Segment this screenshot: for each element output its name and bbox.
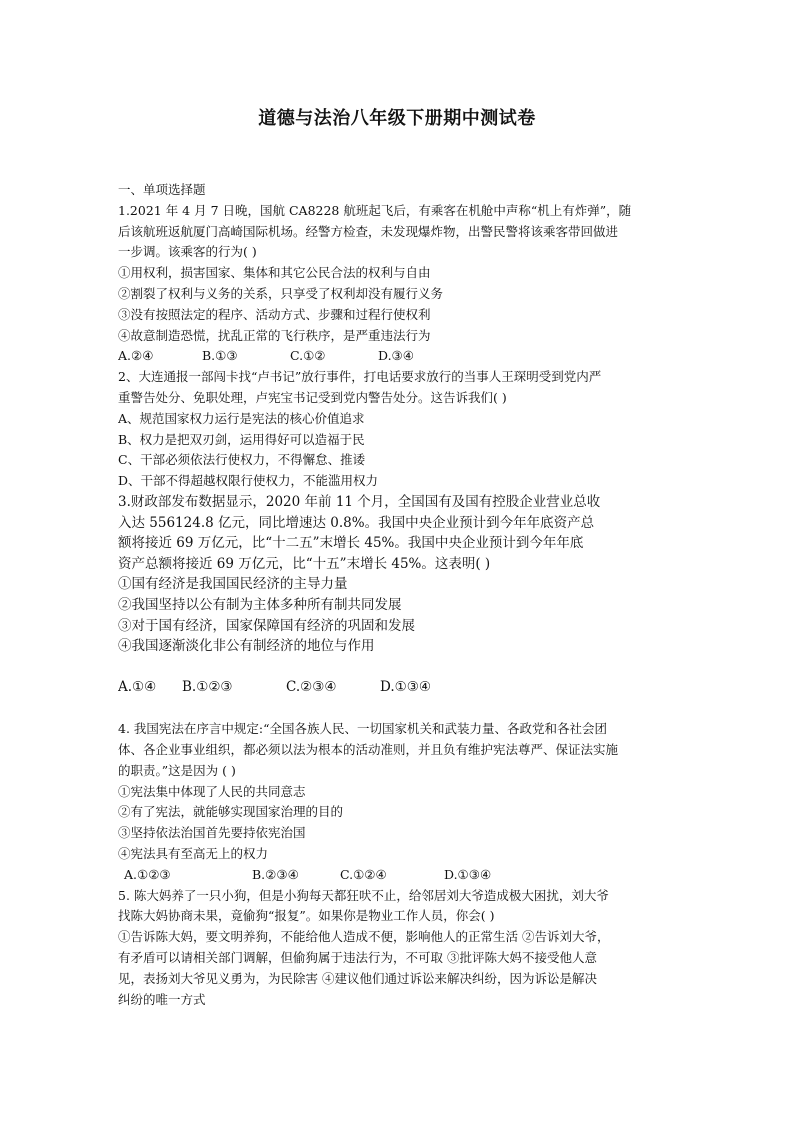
option-d: D.③④ — [378, 348, 414, 364]
question-3-stem-line: 额将接近 69 万亿元，比“十二五”末增长 45%。我国中央企业预计到今年年底 — [118, 535, 584, 552]
option-b: B.②③④ — [252, 866, 299, 882]
question-3-options — [118, 677, 680, 698]
question-1-stem-line: 1.2021 年 4 月 7 日晚，国航 CA8228 航班起飞后，有乘客在机舱中声称“机上有炸弹”，随 — [118, 202, 632, 218]
question-3-item: ②我国坚持以公有制为主体多种所有制共同发展 — [118, 596, 402, 613]
question-1-item: ②割裂了权利与义务的关系，只享受了权利却没有履行义务 — [118, 285, 444, 301]
question-3 — [118, 492, 680, 697]
question-3-stem-line: 入达 556124.8 亿元，同比增速达 0.8%。我国中央企业预计到今年年底资产总 — [118, 514, 595, 531]
option-c: C.①② — [290, 348, 326, 364]
page-title: 道德与法治八年级下册期中测试卷 — [258, 108, 536, 129]
option-a: A.②④ — [118, 348, 154, 364]
question-2-item: D、干部不得超越权限行使权力，不能滥用权力 — [118, 473, 379, 489]
question-3-item: ③对于国有经济，国家保障国有经济的巩固和发展 — [118, 617, 415, 634]
question-4 — [118, 719, 680, 885]
question-4-item: ③坚持依法治国首先要持依宪治国 — [118, 825, 306, 841]
option-c: C.①②④ — [340, 866, 387, 882]
question-4-stem-line: 4. 我国宪法在序言中规定:“全国各族人民、一切国家机关和武装力量、各政党和各社会团 — [118, 721, 608, 737]
option-d: D.①③④ — [444, 866, 492, 882]
question-1-item: ③没有按照法定的程序、活动方式、步骤和过程行使权利 — [118, 306, 431, 322]
option-c: C.②③④ — [286, 678, 337, 695]
question-5-stem-line: 见，表扬刘大爷见义勇为，为民除害 ④建议他们通过诉讼来解决纠纷，因为诉讼是解决 — [118, 970, 597, 986]
question-1-options — [118, 346, 680, 367]
question-4-item: ②有了宪法，就能够实现国家治理的目的 — [118, 804, 344, 820]
question-1-item: ①用权利，损害国家、集体和其它公民合法的权利与自由 — [118, 265, 431, 281]
question-4-stem-line: 体、各企业事业组织，都必须以法为根本的活动准则，并且负有维护宪法尊严、保证法实施 — [118, 742, 619, 758]
question-1-stem-line: 一步调。该乘客的行为( ) — [118, 244, 257, 260]
question-2-item: A、规范国家权力运行是宪法的核心价值追求 — [118, 410, 365, 426]
question-3-item: ①国有经济是我国国民经济的主导力量 — [118, 576, 348, 593]
question-5-stem-line: 5. 陈大妈养了一只小狗，但是小狗每天都狂吠不止，给邻居刘大爷造成极大困扰，刘大爷 — [118, 887, 609, 903]
question-2-item: C、干部必须依法行使权力，不得懈怠、推诿 — [118, 452, 366, 468]
question-5-stem-line: 找陈大妈协商未果，竟偷狗“报复”。如果你是物业工作人员，你会( ) — [118, 908, 495, 924]
option-a: A.①②③ — [124, 866, 171, 882]
question-3-item: ④我国逐渐淡化非公有制经济的地位与作用 — [118, 638, 375, 655]
option-b: B.①②③ — [182, 678, 233, 695]
question-4-options — [118, 865, 680, 886]
exam-content — [118, 180, 680, 1010]
option-b: B.①③ — [202, 348, 238, 364]
question-5-stem-line: 纠纷的唯一方式 — [118, 991, 206, 1007]
question-1-stem-line: 后该航班返航厦门高崎国际机场。经警方检查，未发现爆炸物，出警民警将该乘客带回做进 — [118, 223, 619, 239]
question-5-stem-line: ①告诉陈大妈，要文明养狗，不能给他人造成不便，影响他人的正常生活 ②告诉刘大爷， — [118, 929, 610, 945]
question-1-item: ④故意制造恐慌，扰乱正常的飞行秩序，是严重违法行为 — [118, 327, 431, 343]
question-2-item: B、权力是把双刃剑，运用得好可以造福于民 — [118, 431, 365, 447]
question-3-stem-line: 资产总额将接近 69 万亿元，比“十五”末增长 45%。这表明( ) — [118, 555, 491, 572]
question-1 — [118, 201, 680, 367]
question-3-stem-line: 3.财政部发布数据显示，2020 年前 11 个月，全国国有及国有控股企业营业总收 — [118, 493, 601, 510]
question-2-stem-line: 重警告处分、免职处理，卢宪宝书记受到党内警告处分。这告诉我们( ) — [118, 389, 507, 405]
question-2-stem-line: 2、大连通报一部闯卡找“卢书记”放行事件，打电话要求放行的当事人王琛明受到党内严 — [118, 369, 602, 385]
question-2 — [118, 367, 680, 492]
question-4-item: ①宪法集中体现了人民的共同意志 — [118, 783, 306, 799]
option-d: D.①③④ — [380, 678, 431, 695]
section-heading: 一、单项选择题 — [118, 182, 206, 197]
question-4-stem-line: 的职责。”这是因为 ( ) — [118, 762, 236, 778]
question-4-item: ④宪法具有至高无上的权力 — [118, 846, 269, 862]
question-5-stem-line: 有矛盾可以请相关部门调解，但偷狗属于违法行为，不可取 ③批评陈大妈不接受他人意 — [118, 950, 597, 966]
option-a: A.①④ — [118, 678, 157, 695]
question-5 — [118, 886, 680, 1011]
